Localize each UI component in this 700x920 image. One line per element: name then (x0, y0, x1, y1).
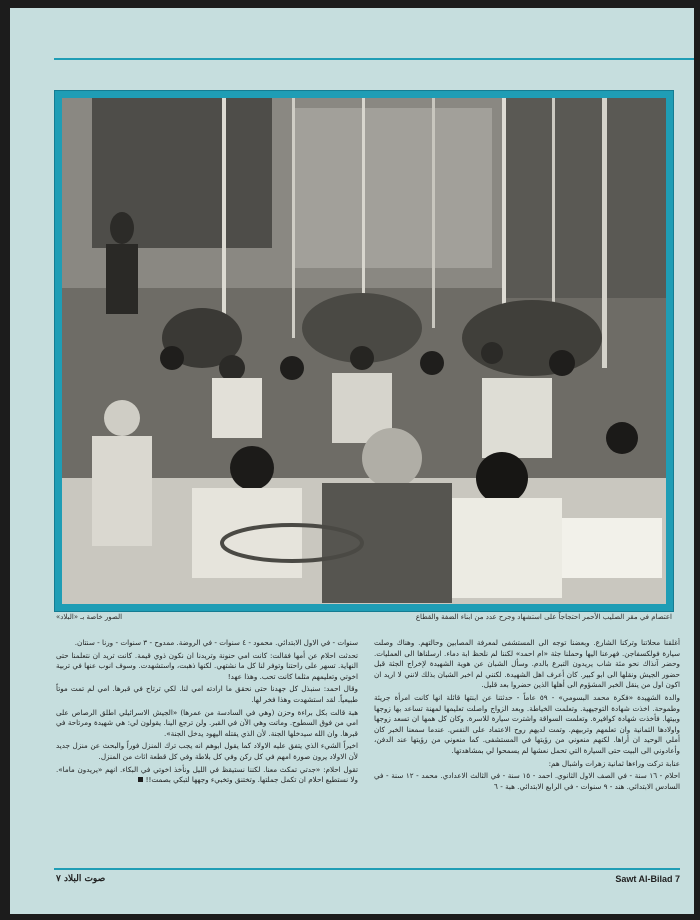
footer-english: Sawt Al-Bilad 7 (615, 874, 680, 884)
paragraph: والدة الشهيدة «فكرة محمد البسومي» - ٥٩ عاماً - حدثتنا عن ابنتها قائلة انها كانت امرأة جريئة وطموحة. اخذت شهادة التوجيهية. وتعلمت الخياطة. وبعد الزواج واصلت تعليمها لمهنة تساعد بها زوجها وبيتها. فأخذت شهادة كوافيرة. وتعلمت السواقة واشترت سيارة للاسرة. وكان كل همها ان تسعد زوجها واولادها الثمانية وان تعلمهم وتربيهم. وتمت لديهم روح الاعتماد على النفس. عندما سمعنا الخبر كان أملي الوحيد ان أراها. لكنهم منعوني من رؤيتها في المستشفى. كما منعوني من رؤيتها عند الدفن، وأعادوني الى البيت حتى السيارة التي تحمل نعشها لم يسمحوا لي بمشاهدتها. (374, 692, 680, 755)
photo-illustration (62, 98, 666, 604)
paragraph: أغلقنا محلاتنا وتركنا الشارع. وبعضنا توجه الى المستشفى لمعرفة المصابين وحالتهم. وهناك وصلت سيارة فولكسفاجن. فهرعنا اليها وحملنا جثة «ام احمد» لكننا لم نلحظ ابة دماء. ارسلناها الى العمليات. وحضر آنذاك نحو مئة شاب يريدون التبرع بالدم. وسأل الشبان عن هوية الشهيدة لإخراج الجثة قبل حضور الجيش ونقلها الى ابو كبير. كان أعرف اهل الشهيدة. لكنني لم اخبر الشبان بذلك لانني لا اريد ان اكون اول من ينقل الخبر المشؤوم الى أهلها الذين حضروا بعد قليل. (374, 638, 680, 690)
photo-credit: الصور خاصة بـ «البلاد» (56, 613, 123, 621)
paragraph: احلام - ١٦ سنة - في الصف الاول الثانوي. احمد - ١٥ سنة - في الثالث الاعدادي. محمد - ١٢ سنة - في السادس الابتدائي. هند - ٩ سنوات - في الرابع الابتدائي. هبة - ٦ (374, 771, 680, 791)
photo-frame (54, 90, 674, 612)
paragraph-last (56, 765, 358, 786)
photo-caption: اعتصام في مقر الصليب الأحمر احتجاجاً على استشهاد وجرح عدد من ابناء الضفة والقطاع (415, 613, 672, 621)
sit-in-photo (62, 98, 666, 604)
bottom-divider (54, 868, 680, 870)
footer-arabic: صوت البلاد ٧ (56, 874, 106, 884)
paragraph: تحدثت احلام عن أمها فقالت: كانت امي حنونة وتريدنا ان نكون ذوي قيمة. كانت تريد ان نتعلمنا حتى النهاية. تسهر على راحتنا وتوفر لنا كل ما نشتهي. لكنها ذهبت، واستشهدت. وسوف انوب عنها في تربية اخوتي وتعليمهم مثلما كانت تحب. وهذا عهد! (56, 650, 358, 681)
paragraph: عنابة تركت وراءها ثمانية زهرات واشبال هم: (548, 758, 680, 768)
paragraph: اخيراً الشيء الذي يتفق عليه الاولاد كما يقول ابوهم انه يجب ترك المنزل فوراً والبحث عن منزل جديد لأن الاولاد يرون صورة امهم في كل ركن وفي كل بلاطة وفي كل قطعة اثاث من المنزل. (56, 741, 358, 761)
article-column-right (374, 638, 680, 850)
end-of-article-icon (138, 777, 143, 782)
paragraph: وقال احمد: سنبذل كل جهدنا حتى نحقق ما ارادته امي لنا. لكي ترتاح في قبرها. امي لم تمت موتاً طبيعياً. لقد استشهدت وهذا فخر لها. (56, 684, 358, 704)
top-divider (54, 58, 694, 60)
paragraph: هبة قالت بكل براءة وحزن (وهي في السادسة من عمرها) «الجيش الاسرائيلي اطلق الرصاص على امي من فوق السطوح. وماتت وهي الآن في القبر. ولن ترجع الينا. يقولون لي: هي شهيدة ومرتاحة في قبرها. وان الله سيدخلها الجنة. لأن الذي يقتله اليهود يدخل الجنة». (56, 707, 358, 738)
paragraph-text: تقول احلام: «جدتي تمكث معنا. لكننا نستيقظ في الليل ونأخذ اخوتي في البكاء. انهم «يريدون ماما». ولا نستطيع احلام ان تكمل جملتها. وتختنق وتخبيء وجهها لتبكي بصمت!! (56, 764, 358, 785)
paragraph: سنوات - في الاول الابتدائي. محمود - ٤ سنوات - في الروضة. ممدوح - ٣ سنوات - ورنا - سنتان. (74, 638, 358, 647)
magazine-page (10, 8, 694, 914)
article-column-left (56, 638, 358, 850)
